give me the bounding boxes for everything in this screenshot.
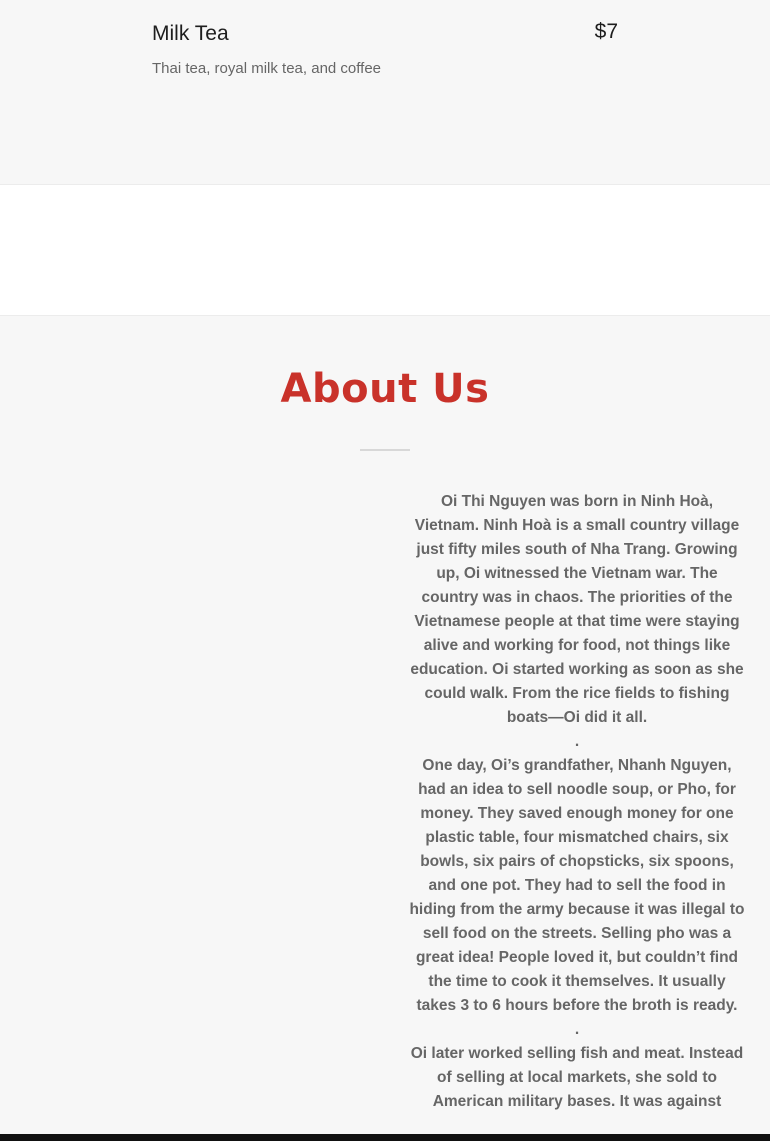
about-paragraph: Oi later worked selling fish and meat. Instead of selling at local markets, she sold to American military bases. It was against bbox=[410, 1045, 744, 1110]
about-title: About Us bbox=[280, 366, 490, 412]
about-text bbox=[407, 490, 747, 1114]
about-separator: . bbox=[574, 733, 580, 750]
spacer-band bbox=[0, 185, 770, 316]
about-separator: . bbox=[574, 1021, 580, 1038]
about-divider bbox=[360, 449, 410, 451]
bottom-bar bbox=[0, 1134, 770, 1141]
menu-item-price: $7 bbox=[594, 20, 618, 43]
menu-item-description: Thai tea, royal milk tea, and coffee bbox=[152, 60, 382, 77]
about-paragraph: Oi Thi Nguyen was born in Ninh Hoà, Vietnam. Ninh Hoà is a small country village just fifty miles south of Nha Trang. Growing up, Oi witnessed the Vietnam war. The country was in chaos. The priorities of the Vietnamese people at that time were staying alive and working for food, not things like education. Oi started working as soon as she could walk. From the rice fields to fishing boats—Oi did it all. bbox=[410, 493, 744, 726]
menu-item-name: Milk Tea bbox=[152, 22, 229, 45]
menu-section bbox=[0, 0, 770, 185]
about-paragraph: One day, Oi’s grandfather, Nhanh Nguyen, had an idea to sell noodle soup, or Pho, for money. They saved enough money for one plastic table, four mismatched chairs, six bowls, six pairs of chopsticks, six spoons, and one pot. They had to sell the food in hiding from the army because it was illegal to sell food on the streets. Selling pho was a great idea! People loved it, but couldn’t find the time to cook it themselves. It usually takes 3 to 6 hours before the broth is ready. bbox=[409, 757, 745, 1014]
about-section bbox=[0, 316, 770, 1141]
